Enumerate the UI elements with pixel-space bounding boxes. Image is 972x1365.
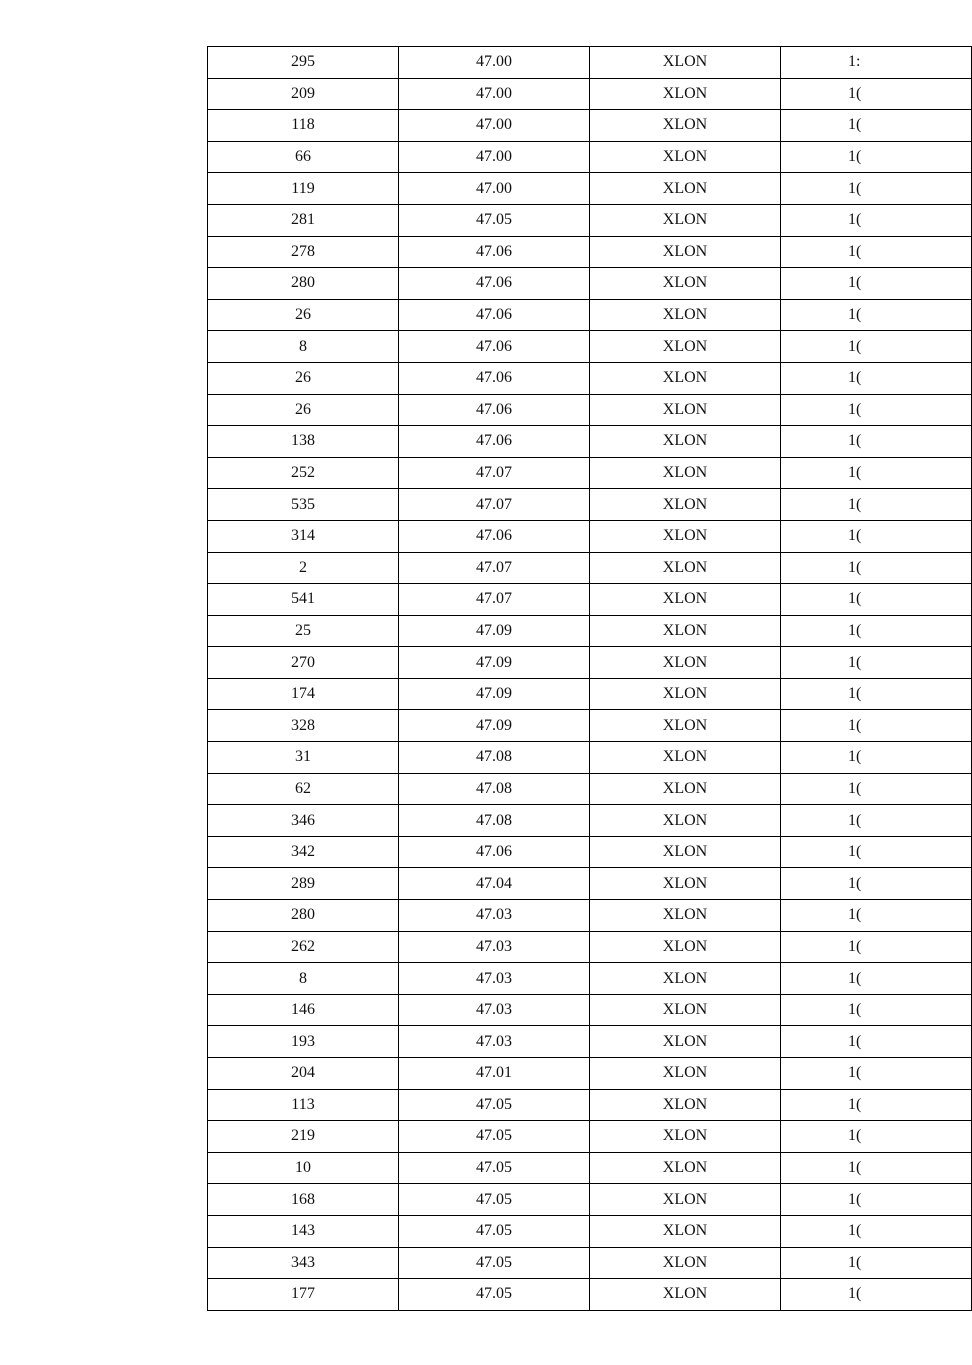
quantity-cell: 26 <box>208 394 399 426</box>
table-row <box>208 1089 972 1121</box>
time-cell: 1( <box>781 204 972 236</box>
price-cell: 47.07 <box>399 552 590 584</box>
price-cell: 47.06 <box>399 331 590 363</box>
price-cell: 47.09 <box>399 710 590 742</box>
venue-cell: XLON <box>590 1089 781 1121</box>
time-cell: 1( <box>781 236 972 268</box>
venue-cell: XLON <box>590 457 781 489</box>
venue-cell: XLON <box>590 773 781 805</box>
table-row <box>208 647 972 679</box>
venue-cell: XLON <box>590 110 781 142</box>
quantity-cell: 118 <box>208 110 399 142</box>
time-cell: 1( <box>781 141 972 173</box>
time-cell: 1( <box>781 773 972 805</box>
table-row <box>208 268 972 300</box>
table-row <box>208 1247 972 1279</box>
quantity-cell: 119 <box>208 173 399 205</box>
quantity-cell: 535 <box>208 489 399 521</box>
venue-cell: XLON <box>590 678 781 710</box>
venue-cell: XLON <box>590 1247 781 1279</box>
time-cell: 1( <box>781 457 972 489</box>
price-cell: 47.05 <box>399 1089 590 1121</box>
table-row <box>208 78 972 110</box>
table-row <box>208 426 972 458</box>
venue-cell: XLON <box>590 1026 781 1058</box>
venue-cell: XLON <box>590 1152 781 1184</box>
venue-cell: XLON <box>590 299 781 331</box>
venue-cell: XLON <box>590 1215 781 1247</box>
price-cell: 47.04 <box>399 868 590 900</box>
price-cell: 47.05 <box>399 1121 590 1153</box>
price-cell: 47.06 <box>399 362 590 394</box>
table-row <box>208 836 972 868</box>
venue-cell: XLON <box>590 1121 781 1153</box>
price-cell: 47.08 <box>399 742 590 774</box>
time-cell: 1( <box>781 268 972 300</box>
table-row <box>208 141 972 173</box>
time-cell: 1( <box>781 647 972 679</box>
table-row <box>208 520 972 552</box>
price-cell: 47.07 <box>399 489 590 521</box>
quantity-cell: 113 <box>208 1089 399 1121</box>
table-row <box>208 678 972 710</box>
price-cell: 47.03 <box>399 963 590 995</box>
venue-cell: XLON <box>590 268 781 300</box>
price-cell: 47.00 <box>399 141 590 173</box>
quantity-cell: 289 <box>208 868 399 900</box>
price-cell: 47.06 <box>399 520 590 552</box>
price-cell: 47.03 <box>399 1026 590 1058</box>
price-cell: 47.07 <box>399 457 590 489</box>
price-cell: 47.06 <box>399 394 590 426</box>
price-cell: 47.06 <box>399 268 590 300</box>
quantity-cell: 280 <box>208 268 399 300</box>
quantity-cell: 2 <box>208 552 399 584</box>
table-row <box>208 710 972 742</box>
time-cell: 1( <box>781 1215 972 1247</box>
time-cell: 1( <box>781 1058 972 1090</box>
venue-cell: XLON <box>590 963 781 995</box>
table-row <box>208 1215 972 1247</box>
time-cell: 1( <box>781 362 972 394</box>
price-cell: 47.05 <box>399 204 590 236</box>
quantity-cell: 541 <box>208 584 399 616</box>
quantity-cell: 262 <box>208 931 399 963</box>
table-row <box>208 394 972 426</box>
time-cell: 1( <box>781 331 972 363</box>
quantity-cell: 252 <box>208 457 399 489</box>
quantity-cell: 328 <box>208 710 399 742</box>
venue-cell: XLON <box>590 47 781 79</box>
table-viewport <box>207 46 862 1316</box>
price-cell: 47.05 <box>399 1184 590 1216</box>
quantity-cell: 270 <box>208 647 399 679</box>
time-cell: 1( <box>781 710 972 742</box>
quantity-cell: 8 <box>208 963 399 995</box>
price-cell: 47.06 <box>399 299 590 331</box>
time-cell: 1( <box>781 678 972 710</box>
table-row <box>208 805 972 837</box>
table-row <box>208 204 972 236</box>
venue-cell: XLON <box>590 552 781 584</box>
table-row <box>208 331 972 363</box>
table-row <box>208 173 972 205</box>
venue-cell: XLON <box>590 742 781 774</box>
venue-cell: XLON <box>590 615 781 647</box>
table-row <box>208 1026 972 1058</box>
time-cell: 1( <box>781 1089 972 1121</box>
price-cell: 47.05 <box>399 1152 590 1184</box>
time-cell: 1( <box>781 963 972 995</box>
quantity-cell: 62 <box>208 773 399 805</box>
quantity-cell: 25 <box>208 615 399 647</box>
venue-cell: XLON <box>590 805 781 837</box>
quantity-cell: 8 <box>208 331 399 363</box>
quantity-cell: 177 <box>208 1279 399 1311</box>
time-cell: 1( <box>781 1184 972 1216</box>
time-cell: 1( <box>781 78 972 110</box>
table-row <box>208 47 972 79</box>
price-cell: 47.01 <box>399 1058 590 1090</box>
time-cell: 1( <box>781 489 972 521</box>
quantity-cell: 26 <box>208 362 399 394</box>
price-cell: 47.00 <box>399 110 590 142</box>
quantity-cell: 209 <box>208 78 399 110</box>
time-cell: 1( <box>781 1152 972 1184</box>
venue-cell: XLON <box>590 1058 781 1090</box>
table-row <box>208 742 972 774</box>
quantity-cell: 10 <box>208 1152 399 1184</box>
venue-cell: XLON <box>590 584 781 616</box>
time-cell: 1( <box>781 1026 972 1058</box>
venue-cell: XLON <box>590 520 781 552</box>
quantity-cell: 281 <box>208 204 399 236</box>
venue-cell: XLON <box>590 900 781 932</box>
table-row <box>208 868 972 900</box>
price-cell: 47.08 <box>399 805 590 837</box>
venue-cell: XLON <box>590 78 781 110</box>
price-cell: 47.05 <box>399 1279 590 1311</box>
venue-cell: XLON <box>590 868 781 900</box>
table-row <box>208 963 972 995</box>
venue-cell: XLON <box>590 173 781 205</box>
time-cell: 1( <box>781 900 972 932</box>
table-row <box>208 1058 972 1090</box>
quantity-cell: 146 <box>208 994 399 1026</box>
table-row <box>208 584 972 616</box>
table-row <box>208 1184 972 1216</box>
quantity-cell: 168 <box>208 1184 399 1216</box>
price-cell: 47.00 <box>399 173 590 205</box>
price-cell: 47.05 <box>399 1247 590 1279</box>
price-cell: 47.05 <box>399 1215 590 1247</box>
quantity-cell: 342 <box>208 836 399 868</box>
trades-table <box>207 46 972 1311</box>
quantity-cell: 278 <box>208 236 399 268</box>
table-row <box>208 299 972 331</box>
price-cell: 47.08 <box>399 773 590 805</box>
time-cell: 1( <box>781 552 972 584</box>
table-row <box>208 362 972 394</box>
price-cell: 47.00 <box>399 47 590 79</box>
time-cell: 1( <box>781 299 972 331</box>
time-cell: 1( <box>781 931 972 963</box>
price-cell: 47.00 <box>399 78 590 110</box>
time-cell: 1( <box>781 615 972 647</box>
price-cell: 47.09 <box>399 615 590 647</box>
venue-cell: XLON <box>590 331 781 363</box>
table-row <box>208 552 972 584</box>
table-row <box>208 457 972 489</box>
table-row <box>208 615 972 647</box>
price-cell: 47.09 <box>399 647 590 679</box>
table-row <box>208 773 972 805</box>
table-row <box>208 1121 972 1153</box>
venue-cell: XLON <box>590 1279 781 1311</box>
venue-cell: XLON <box>590 647 781 679</box>
table-row <box>208 1279 972 1311</box>
table-row <box>208 931 972 963</box>
time-cell: 1( <box>781 742 972 774</box>
price-cell: 47.03 <box>399 900 590 932</box>
price-cell: 47.06 <box>399 836 590 868</box>
venue-cell: XLON <box>590 710 781 742</box>
price-cell: 47.09 <box>399 678 590 710</box>
time-cell: 1( <box>781 868 972 900</box>
venue-cell: XLON <box>590 204 781 236</box>
venue-cell: XLON <box>590 426 781 458</box>
table-row <box>208 1152 972 1184</box>
venue-cell: XLON <box>590 836 781 868</box>
venue-cell: XLON <box>590 489 781 521</box>
quantity-cell: 138 <box>208 426 399 458</box>
price-cell: 47.06 <box>399 236 590 268</box>
quantity-cell: 346 <box>208 805 399 837</box>
time-cell: 1( <box>781 426 972 458</box>
time-cell: 1( <box>781 394 972 426</box>
quantity-cell: 204 <box>208 1058 399 1090</box>
quantity-cell: 174 <box>208 678 399 710</box>
price-cell: 47.03 <box>399 931 590 963</box>
quantity-cell: 26 <box>208 299 399 331</box>
time-cell: 1( <box>781 173 972 205</box>
time-cell: 1( <box>781 1247 972 1279</box>
time-cell: 1( <box>781 1279 972 1311</box>
time-cell: 1( <box>781 805 972 837</box>
table-row <box>208 994 972 1026</box>
time-cell: 1( <box>781 836 972 868</box>
venue-cell: XLON <box>590 931 781 963</box>
venue-cell: XLON <box>590 994 781 1026</box>
time-cell: 1( <box>781 1121 972 1153</box>
venue-cell: XLON <box>590 236 781 268</box>
table-row <box>208 489 972 521</box>
quantity-cell: 143 <box>208 1215 399 1247</box>
quantity-cell: 66 <box>208 141 399 173</box>
venue-cell: XLON <box>590 141 781 173</box>
time-cell: 1( <box>781 110 972 142</box>
table-body <box>208 47 972 1311</box>
price-cell: 47.06 <box>399 426 590 458</box>
table-row <box>208 900 972 932</box>
quantity-cell: 193 <box>208 1026 399 1058</box>
table-row <box>208 110 972 142</box>
quantity-cell: 295 <box>208 47 399 79</box>
quantity-cell: 219 <box>208 1121 399 1153</box>
quantity-cell: 343 <box>208 1247 399 1279</box>
time-cell: 1( <box>781 520 972 552</box>
time-cell: 1: <box>781 47 972 79</box>
venue-cell: XLON <box>590 362 781 394</box>
quantity-cell: 31 <box>208 742 399 774</box>
price-cell: 47.03 <box>399 994 590 1026</box>
venue-cell: XLON <box>590 394 781 426</box>
venue-cell: XLON <box>590 1184 781 1216</box>
quantity-cell: 314 <box>208 520 399 552</box>
price-cell: 47.07 <box>399 584 590 616</box>
table-row <box>208 236 972 268</box>
time-cell: 1( <box>781 584 972 616</box>
time-cell: 1( <box>781 994 972 1026</box>
quantity-cell: 280 <box>208 900 399 932</box>
